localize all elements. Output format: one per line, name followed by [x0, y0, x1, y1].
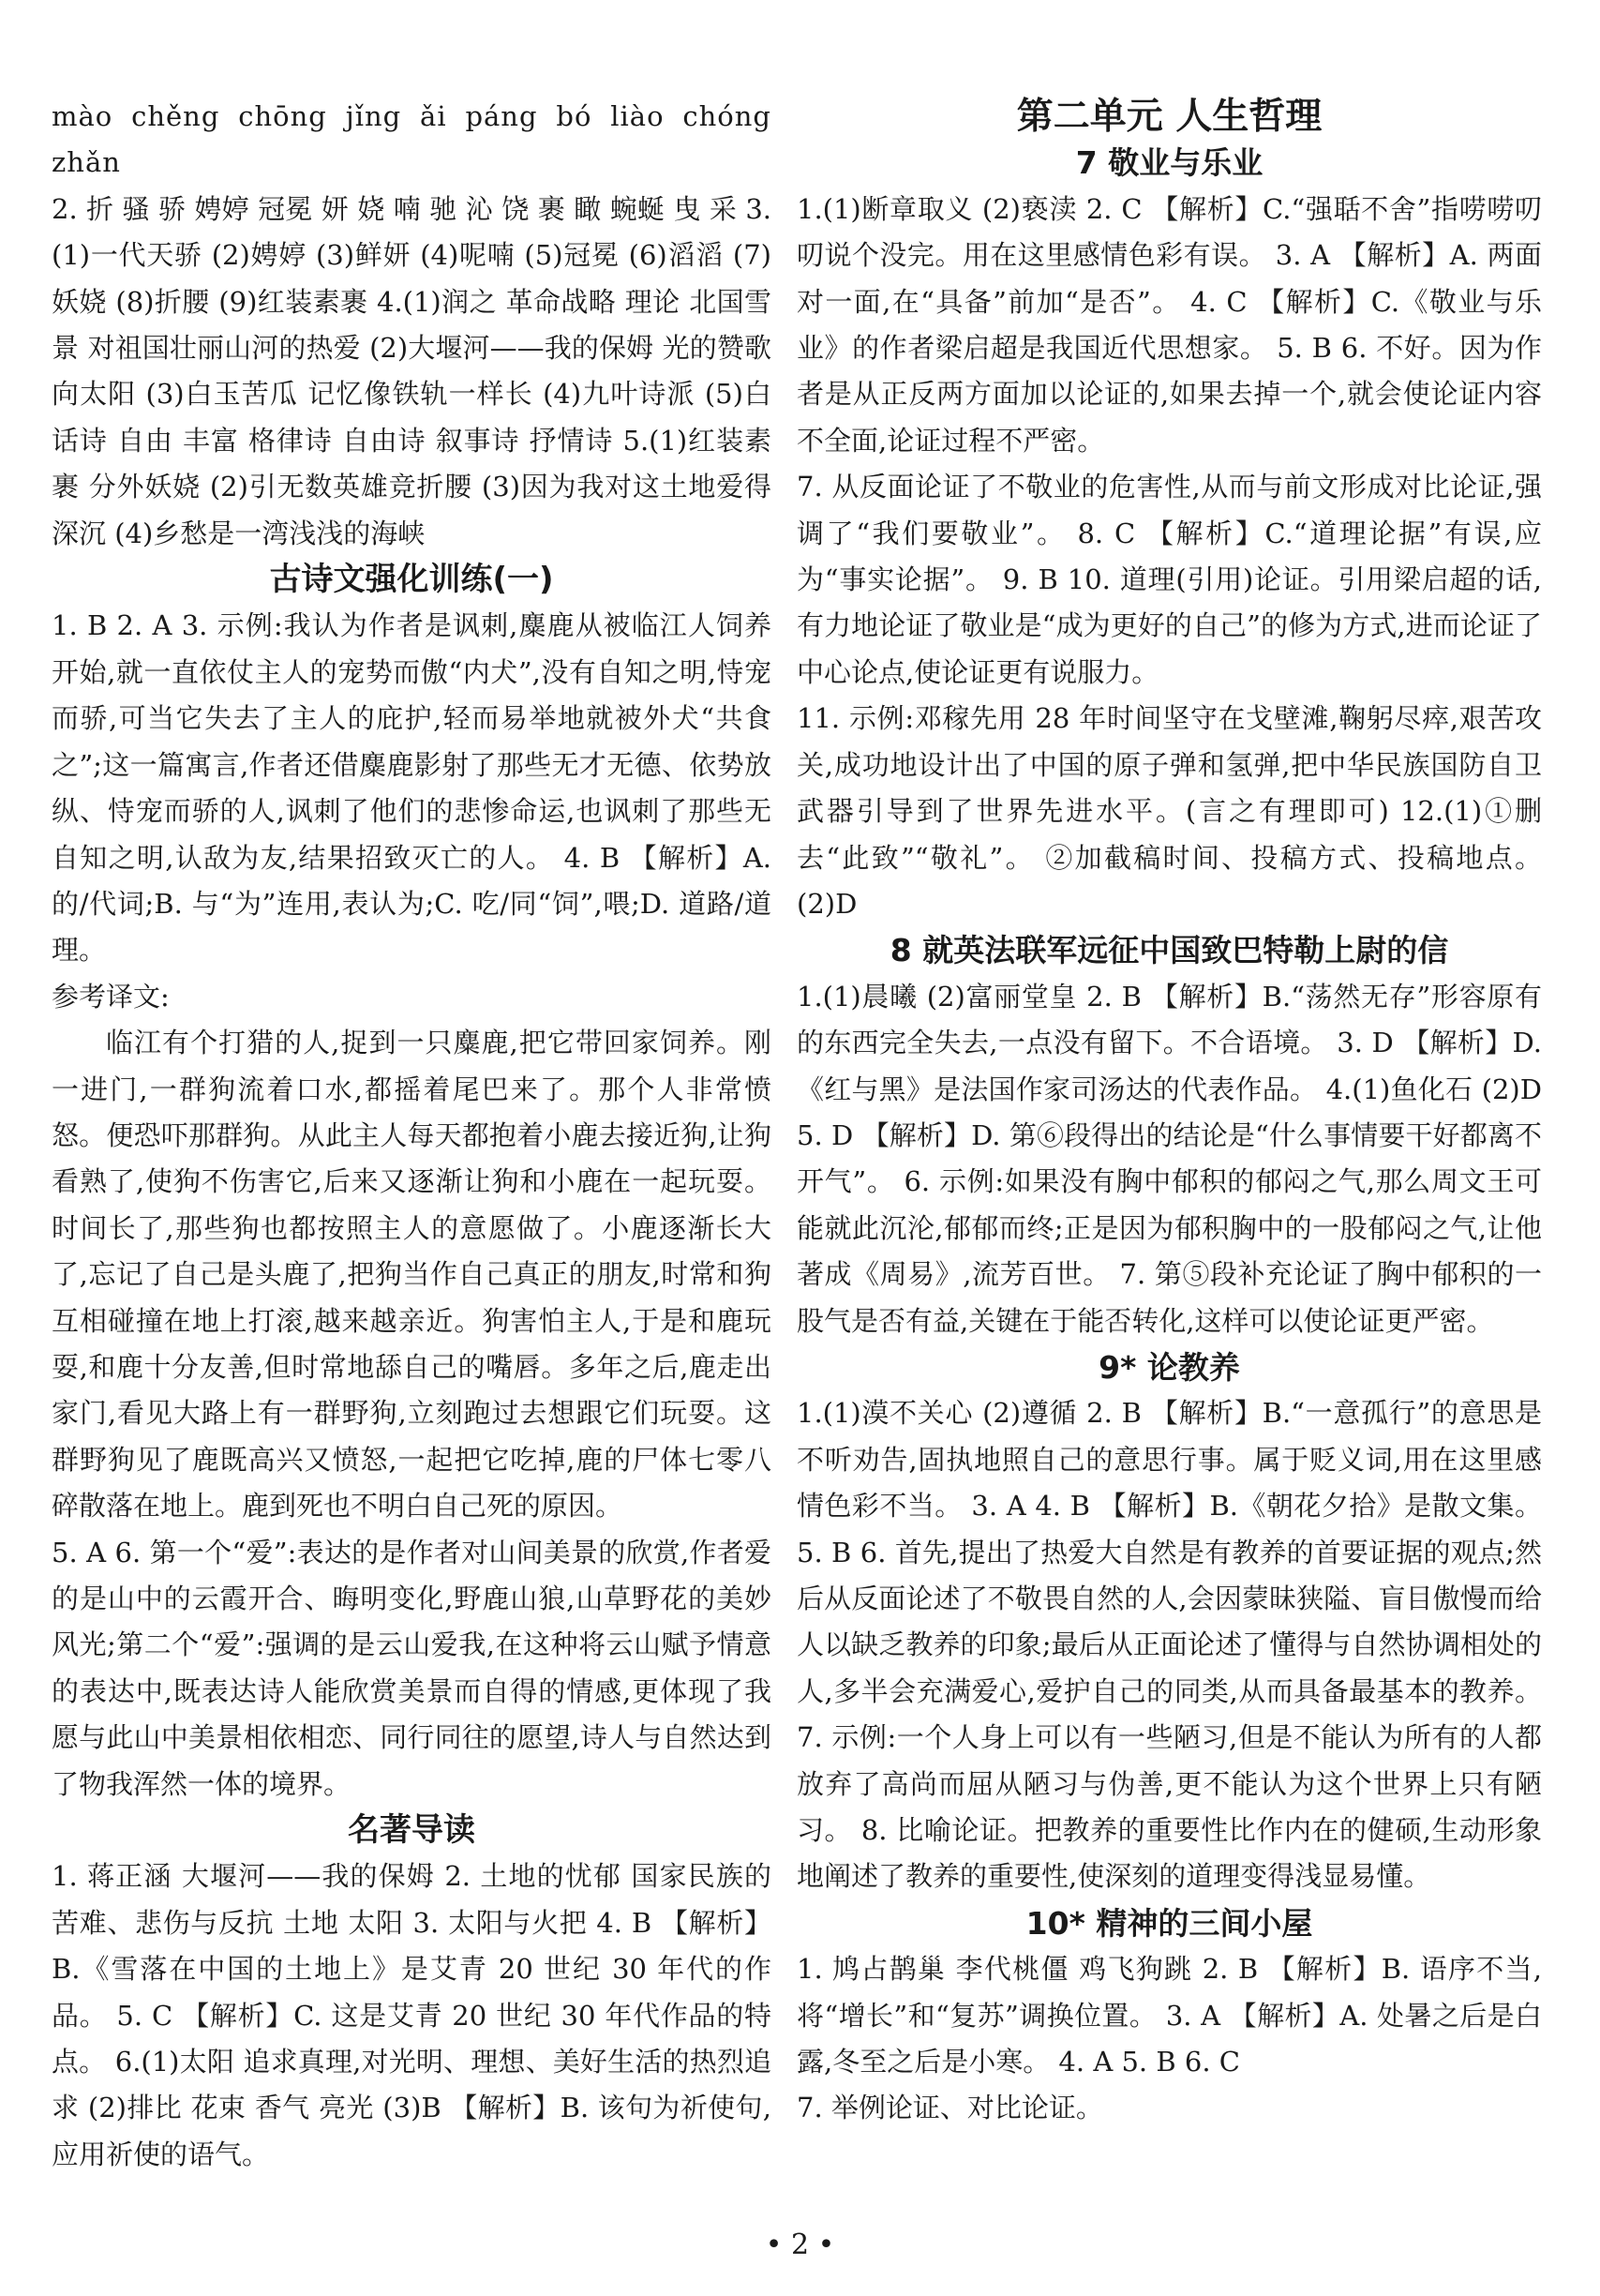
chapter-7-answers-end: 11. 示例:邓稼先用 28 年时间坚守在戈壁滩,鞠躬尽瘁,艰苦攻关,成功地设计出了中国的原子弹和氢弹,把中华民族国防自卫武器引导到了世界先进水平。(言之有理即可) 12.(1)①删去“此致”“敬礼”。 ②加截稿时间、投稿方式、投稿地点。 (2)D	[797, 702, 1542, 920]
left-column	[52, 94, 771, 2178]
page-number: • 2 •	[765, 2228, 835, 2261]
chapter-10-answers-end: 7. 举例论证、对比论证。	[797, 2092, 1103, 2124]
vocab-answers: 2. 折 骚 骄 娉婷 冠冕 妍 娆 喃 驰 沁 饶 裹 瞰 蜿蜒 曳 采 3.(1)一代天骄 (2)娉婷 (3)鲜妍 (4)呢喃 (5)冠冕 (6)滔滔 (7)妖娆 (8)折腰 (9)红装素裹 4.(1)润之 革命战略 理论 北国雪景 对祖国壮丽山河的热爱 (2)大堰河——我的保姆 光的赞歌 向太阳 (3)白玉苦瓜 记忆像铁轨一样长 (4)九叶诗派 (5)白话诗 自由 丰富 格律诗 自由诗 叙事诗 抒情诗 5.(1)红装素裹 分外妖娆 (2)引无数英雄竞折腰 (3)因为我对这土地爱得深沉 (4)乡愁是一湾浅浅的海峡	[52, 192, 772, 549]
unit-title: 第二单元 人生哲理	[1016, 96, 1323, 138]
section-title-classics-reading: 名著导读	[348, 1811, 475, 1850]
chapter-7-answers-cont: 7. 从反面论证了不敬业的危害性,从而与前文形成对比论证,强调了“我们要敬业”。 8. C 【解析】C.“道理论据”有误,应为“事实论据”。 9. B 10. 道理(引用)论证。引用梁启超的话,有力地论证了敬业是“成为更好的自己”的修为方式,进而论证了中心论点,使论证更有说服力。	[797, 471, 1542, 688]
chapter-9-answers: 1.(1)漠不关心 (2)遵循 2. B 【解析】B.“一意孤行”的意思是不听劝告,固执地照自己的意思行事。属于贬义词,用在这里感情色彩不当。 3. A 4. B 【解析】B.《朝花夕拾》是散文集。 5. B 6. 首先,提出了热爱大自然是有教养的首要证据的观点;然后从反面论述了不敬畏自然的人,会因蒙昧狭隘、盲目傲慢而给人以缺乏教养的印象;最后从正面论述了懂得与自然协调相处的人,多半会充满爱心,爱护自己的同类,从而具备最基本的教养。 7. 示例:一个人身上可以有一些陋习,但是不能认为所有的人都放弃了高尚而屈从陋习与伪善,更不能认为这个世界上只有陋习。 8. 比喻论证。把教养的重要性比作内在的健硕,生动形象地阐述了教养的重要性,使深刻的道理变得浅显易懂。	[797, 1397, 1542, 1893]
translation-label: 参考译文:	[52, 980, 170, 1013]
classical-poetry-answers-more: 5. A 6. 第一个“爱”:表达的是作者对山间美景的欣赏,作者爱的是山中的云霞开合、晦明变化,野鹿山狼,山草野花的美妙风光;第二个“爱”:强调的是云山爱我,在这种将云山赋予情意的表达中,既表达诗人能欣赏美景而自得的情感,更体现了我愿与此山中美景相依相恋、同行同往的愿望,诗人与自然达到了物我浑然一体的境界。	[52, 1536, 771, 1800]
chapter-8-answers: 1.(1)晨曦 (2)富丽堂皇 2. B 【解析】B.“荡然无存”形容原有的东西完全失去,一点没有留下。不合语境。 3. D 【解析】D.《红与黑》是法国作家司汤达的代表作品。 4.(1)鱼化石 (2)D 5. D 【解析】D. 第⑥段得出的结论是“什么事情要干好都离不开气”。 6. 示例:如果没有胸中郁积的郁闷之气,那么周文王可能就此沉沦,郁郁而终;正是因为郁积胸中的一股郁闷之气,让他著成《周易》,流芳百世。 7. 第⑤段补充论证了胸中郁积的一股气是否有益,关键在于能否转化,这样可以使论证更严密。	[797, 980, 1542, 1337]
chapter-7-answers: 1.(1)断章取义 (2)亵渎 2. C 【解析】C.“强聒不舍”指唠唠叨叨说个没完。用在这里感情色彩有误。 3. A 【解析】A. 两面对一面,在“具备”前加“是否”。 4. C 【解析】C.《敬业与乐业》的作者梁启超是我国近代思想家。 5. B 6. 不好。因为作者是从正反两方面加以论证的,如果去掉一个,就会使论证内容不全面,论证过程不严密。	[797, 192, 1542, 457]
chapter-8-title: 8 就英法联军远征中国致巴特勒上尉的信	[890, 932, 1449, 969]
chapter-9-title: 9* 论教养	[1099, 1348, 1240, 1386]
classical-poetry-answers: 1. B 2. A 3. 示例:我认为作者是讽刺,麋鹿从被临江人饲养开始,就一直依仗主人的宠势而傲“内犬”,没有自知之明,恃宠而骄,可当它失去了主人的庇护,轻而易举地就被外犬“共食之”;这一篇寓言,作者还借麋鹿影射了那些无才无德、依势放纵、恃宠而骄的人,讽刺了他们的悲惨命运,也讽刺了那些无自知之明,认敌为友,结果招致灭亡的人。 4. B 【解析】A. 的/代词;B. 与“为”连用,表认为;C. 吃/同“饲”,喂;D. 道路/道理。	[52, 609, 771, 967]
classics-reading-answers: 1. 蒋正涵 大堰河——我的保姆 2. 土地的忧郁 国家民族的苦难、悲伤与反抗 土地 太阳 3. 太阳与火把 4. B 【解析】B.《雪落在中国的土地上》是艾青 20 世纪 30 年代的作品。 5. C 【解析】C. 这是艾青 20 世纪 30 年代作品的特点。 6.(1)太阳 追求真理,对光明、理想、美好生活的热烈追求 (2)排比 花束 香气 亮光 (3)B 【解析】B. 该句为祈使句,应用祈使的语气。	[52, 1860, 771, 2170]
right-column	[797, 94, 1542, 2132]
section-title-classical-poetry: 古诗文强化训练(一)	[269, 561, 554, 599]
chapter-7-title: 7 敬业与乐业	[1075, 144, 1264, 182]
chapter-10-answers: 1. 鸠占鹊巢 李代桃僵 鸡飞狗跳 2. B 【解析】B. 语序不当,将“增长”和“复苏”调换位置。 3. A 【解析】A. 处暑之后是白露,冬至之后是小寒。 4. A 5. B 6. C	[797, 1953, 1542, 2078]
translation-text: 临江有个打猎的人,捉到一只麋鹿,把它带回家饲养。刚一进门,一群狗流着口水,都摇着尾巴来了。那个人非常愤怒。便恐吓那群狗。从此主人每天都抱着小鹿去接近狗,让狗看熟了,使狗不伤害它,后来又逐渐让狗和小鹿在一起玩耍。时间长了,那些狗也都按照主人的意愿做了。小鹿逐渐长大了,忘记了自己是头鹿了,把狗当作自己真正的朋友,时常和狗互相碰撞在地上打滚,越来越亲近。狗害怕主人,于是和鹿玩耍,和鹿十分友善,但时常地舔自己的嘴唇。多年之后,鹿走出家门,看见大路上有一群野狗,立刻跑过去想跟它们玩耍。这群野狗见了鹿既高兴又愤怒,一起把它吃掉,鹿的尸体七零八碎散落在地上。鹿到死也不明白自己死的原因。	[52, 1027, 771, 1523]
pinyin-answers: mào chěng chōng jǐng ǎi páng bó liào chóng zhǎn	[52, 100, 771, 179]
chapter-10-title: 10* 精神的三间小屋	[1025, 1904, 1313, 1942]
